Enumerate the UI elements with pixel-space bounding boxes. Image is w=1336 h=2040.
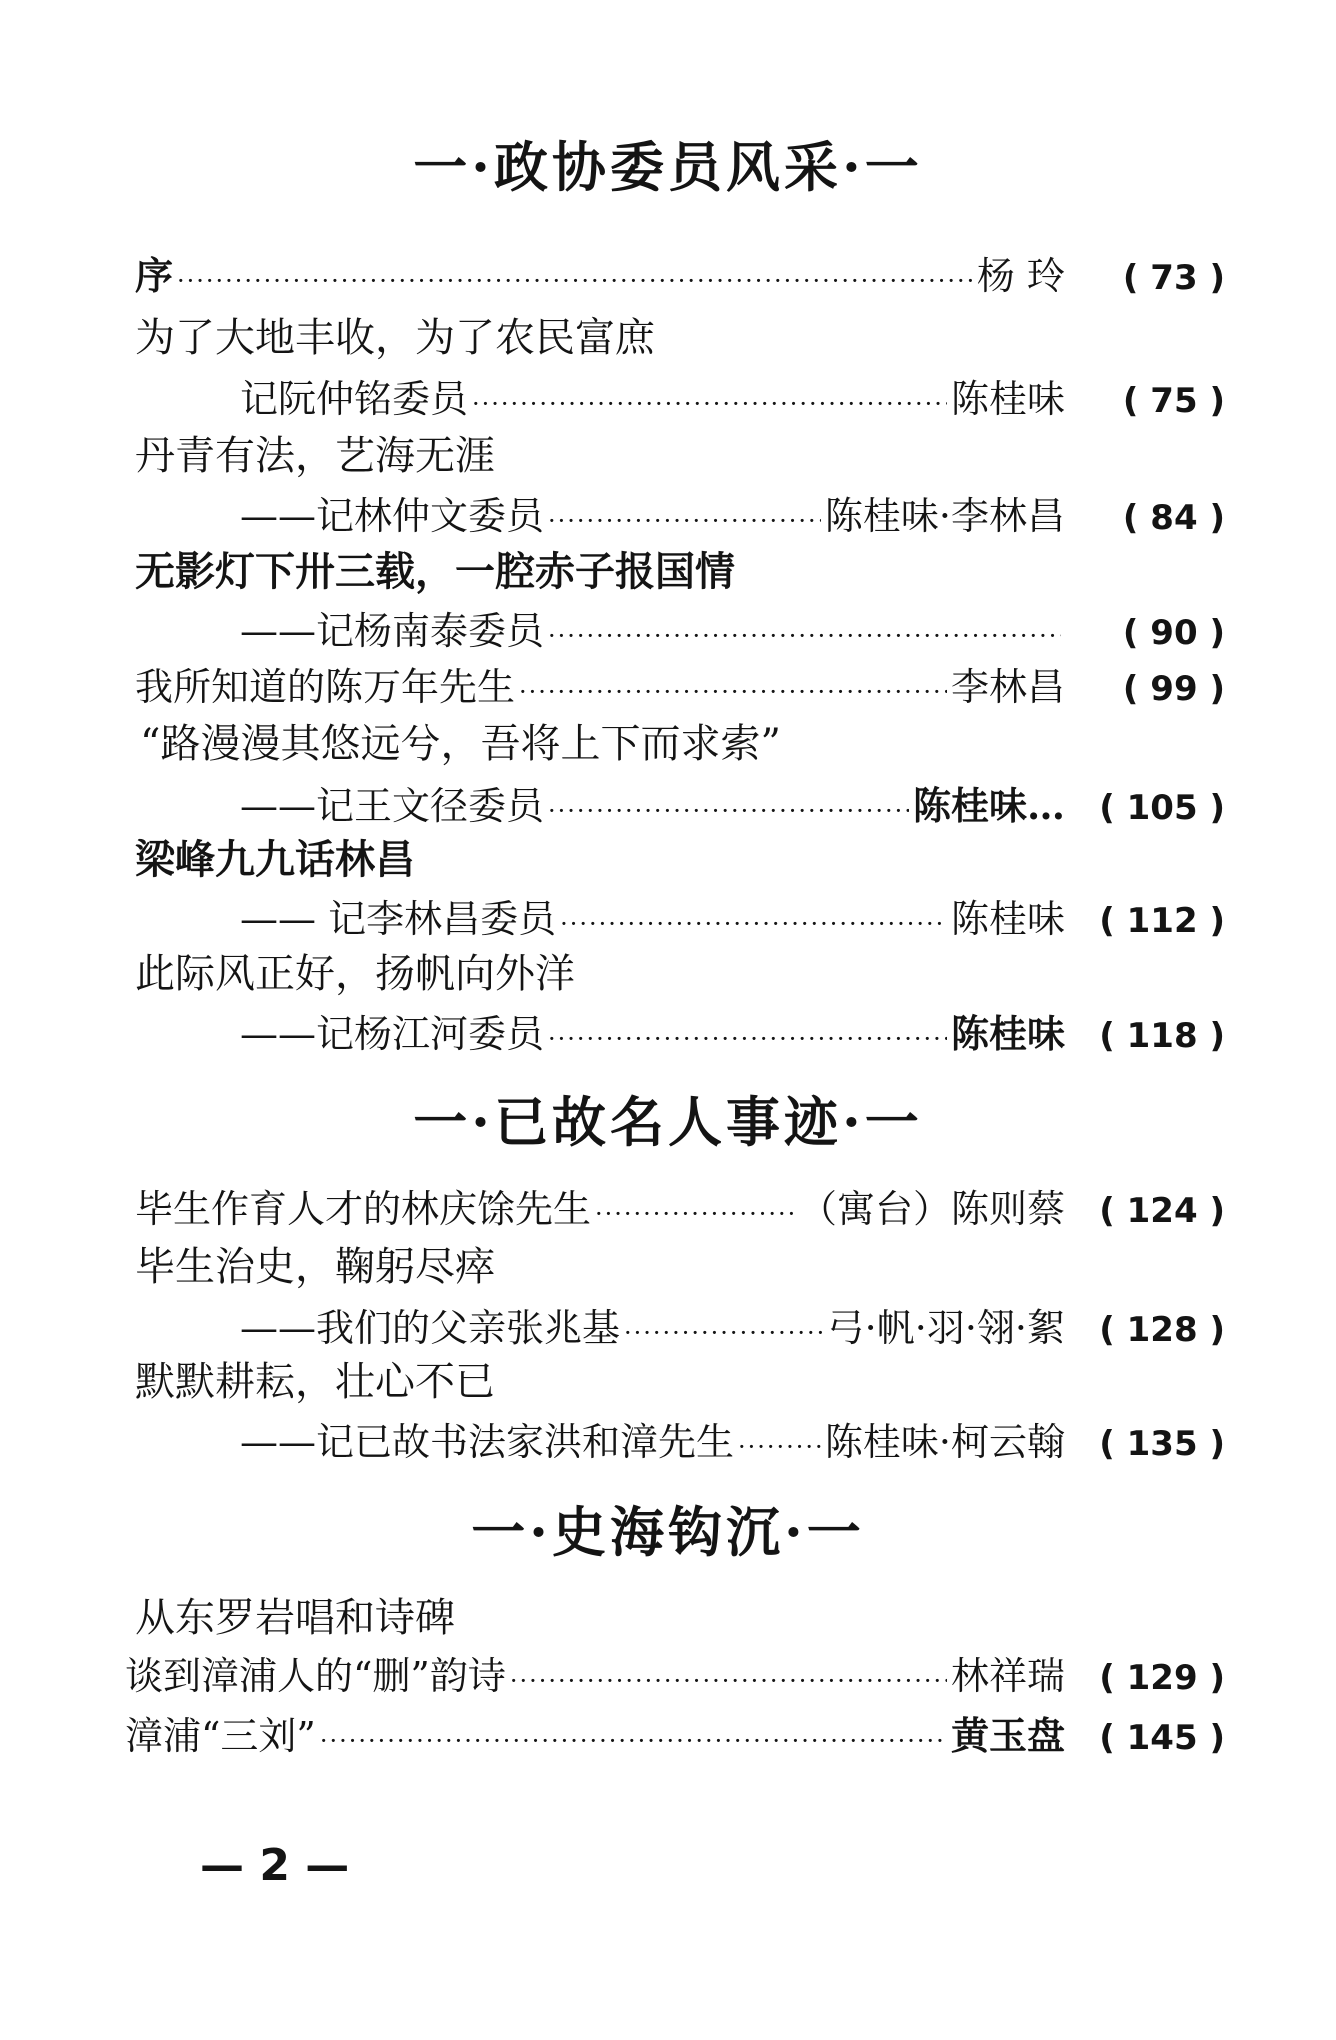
entry-title: 毕生作育人才的林庆馀先生: [135, 1187, 592, 1231]
entry-page: ( 145 ): [1099, 1718, 1225, 1758]
leader-dots: [595, 1195, 795, 1233]
section-title-2: 一·已故名人事迹·一: [413, 1090, 923, 1154]
entry-page: ( 124 ): [1099, 1191, 1225, 1231]
leader-dots: [472, 385, 947, 423]
entry-subtitle: —— 记李林昌委员: [240, 897, 557, 941]
entry-page: ( 118 ): [1099, 1016, 1225, 1056]
entry-title: 此际风正好，扬帆向外洋: [135, 951, 575, 997]
entry-subtitle: ——记王文径委员: [240, 784, 545, 828]
entry-page: ( 73 ): [1122, 258, 1225, 298]
leader-dots: [548, 502, 821, 540]
section-title-3: 一·史海钩沉·一: [471, 1500, 865, 1564]
toc-entry[interactable]: [135, 245, 1225, 300]
entry-author: 弓·帆·羽·翎·絮: [826, 1306, 1065, 1350]
entry-page: ( 105 ): [1099, 788, 1225, 828]
entry-title: 谈到漳浦人的“删”韵诗: [125, 1654, 506, 1698]
toc-entry[interactable]: [240, 775, 1225, 830]
entry-title: 为了大地丰收，为了农民富庶: [135, 315, 655, 361]
entry-title: “路漫漫其悠远兮，吾将上下而求索”: [140, 721, 781, 767]
entry-page: ( 135 ): [1099, 1424, 1225, 1464]
page-number: — 2 —: [200, 1840, 350, 1891]
toc-entry[interactable]: [240, 368, 1225, 423]
entry-title: 漳浦“三刘”: [125, 1714, 316, 1758]
leader-dots: [624, 1314, 823, 1352]
entry-title: 从东罗岩唱和诗碑: [135, 1595, 455, 1641]
toc-entry[interactable]: [135, 1178, 1225, 1233]
section-title-1: 一·政协委员风采·一: [413, 135, 923, 199]
toc-entry[interactable]: [240, 485, 1225, 540]
entry-author: 李林昌: [950, 665, 1065, 709]
entry-title: 梁峰九九话林昌: [135, 836, 415, 883]
entry-author: 陈桂味: [950, 377, 1065, 421]
entry-author: （寓台）陈则蔡: [798, 1187, 1065, 1231]
entry-author: 陈桂味·柯云翰: [824, 1420, 1065, 1464]
entry-subtitle: ——记杨江河委员: [240, 1012, 545, 1056]
entry-subtitle: ——记杨南泰委员: [240, 609, 545, 653]
toc-entry[interactable]: [125, 1705, 1225, 1760]
toc-entry[interactable]: [135, 656, 1225, 711]
toc-entry[interactable]: [240, 1411, 1225, 1466]
entry-subtitle: ——记林仲文委员: [240, 494, 545, 538]
entry-page: ( 75 ): [1122, 381, 1225, 421]
entry-page: ( 112 ): [1099, 901, 1225, 941]
entry-author: 杨 玲: [976, 254, 1065, 298]
leader-dots: [548, 617, 1061, 655]
toc-entry[interactable]: [240, 600, 1225, 655]
entry-subtitle: 记阮仲铭委员: [240, 377, 469, 421]
entry-subtitle: ——记已故书法家洪和漳先生: [240, 1420, 735, 1464]
entry-page: ( 84 ): [1122, 498, 1225, 538]
leader-dots: [738, 1428, 821, 1466]
leader-dots: [510, 1662, 947, 1700]
entry-author: 陈桂味: [950, 1011, 1065, 1056]
entry-page: ( 129 ): [1099, 1658, 1225, 1698]
entry-author: 林祥瑞: [950, 1654, 1065, 1698]
entry-author: 陈桂味: [950, 897, 1065, 941]
entry-title: 丹青有法，艺海无涯: [135, 433, 495, 479]
leader-dots: [560, 905, 947, 943]
leader-dots: [519, 673, 947, 711]
entry-author: 黄玉盘: [950, 1713, 1065, 1758]
entry-title: 我所知道的陈万年先生: [135, 665, 516, 709]
toc-entry[interactable]: [240, 1003, 1225, 1058]
leader-dots: [548, 1020, 947, 1058]
leader-dots: [320, 1722, 947, 1760]
toc-entry[interactable]: [240, 888, 1225, 943]
toc-entry[interactable]: [240, 1297, 1225, 1352]
entry-author: 陈桂味…: [912, 783, 1065, 828]
entry-page: ( 90 ): [1122, 613, 1225, 653]
leader-dots: [177, 262, 973, 300]
leader-dots: [548, 792, 909, 830]
entry-title: 默默耕耘，壮心不已: [135, 1359, 495, 1405]
entry-page: ( 99 ): [1122, 669, 1225, 709]
entry-title: 序: [135, 253, 174, 298]
entry-subtitle: ——我们的父亲张兆基: [240, 1306, 621, 1350]
entry-title: 毕生治史，鞠躬尽瘁: [135, 1244, 495, 1290]
entry-page: ( 128 ): [1099, 1310, 1225, 1350]
entry-author: 陈桂味·李林昌: [824, 494, 1065, 538]
toc-entry[interactable]: [125, 1645, 1225, 1700]
entry-title: 无影灯下卅三载，一腔赤子报国情: [135, 548, 735, 595]
